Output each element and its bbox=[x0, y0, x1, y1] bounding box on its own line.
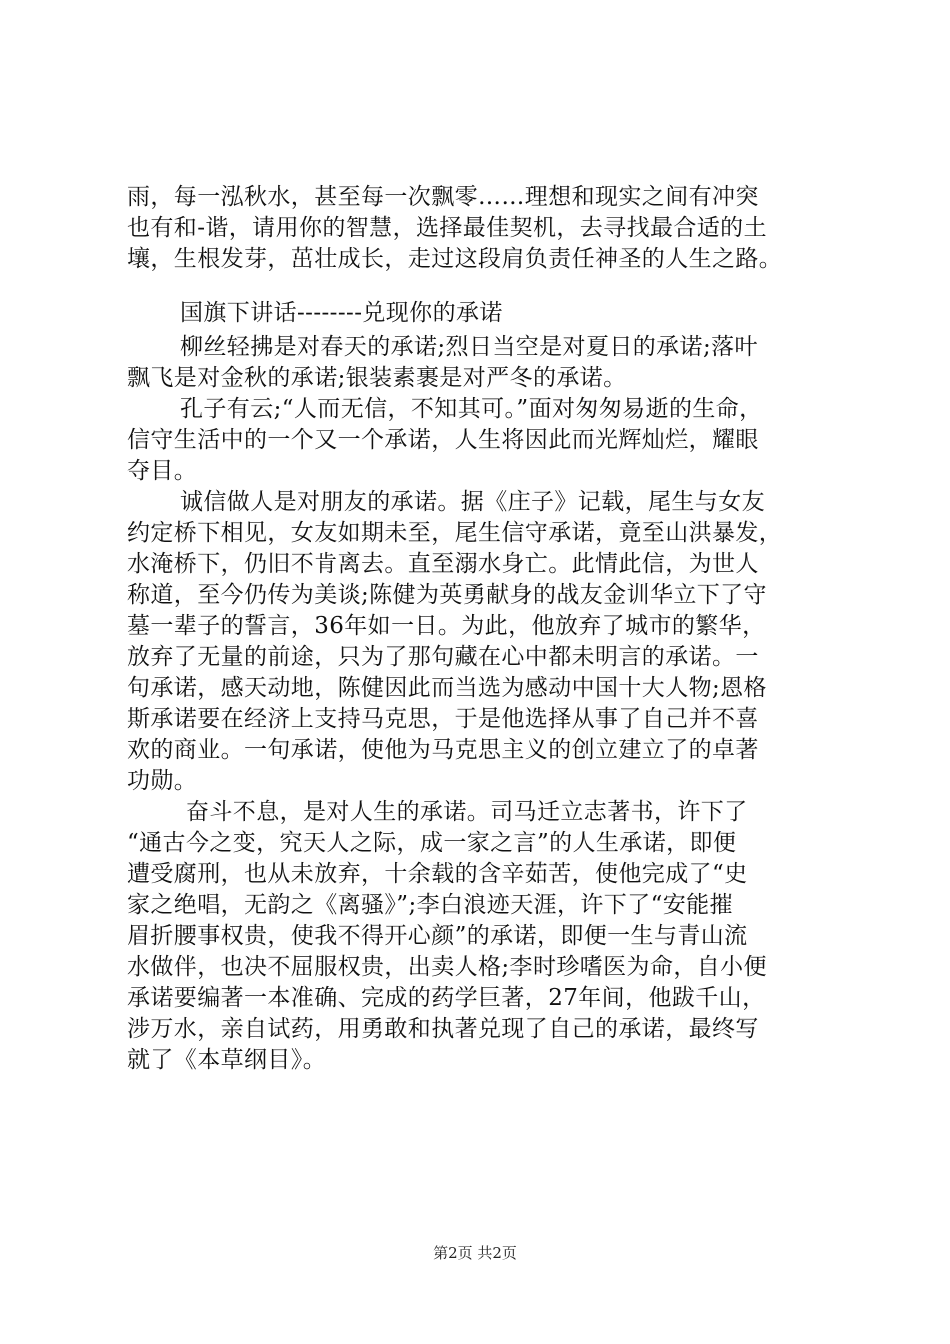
text-line: 壤，生根发芽，茁壮成长，走过这段肩负责任神圣的人生之路。 bbox=[127, 246, 783, 272]
text-line: 欢的商业。一句承诺，使他为马克思主义的创立建立了的卓著 bbox=[127, 737, 759, 763]
text-line: 放弃了无量的前途，只为了那句藏在心中都未明言的承诺。一 bbox=[127, 644, 759, 670]
text-line: 功勋。 bbox=[127, 768, 198, 794]
text-line: “通古今之变，究天人之际，成一家之言”的人生承诺，即便 bbox=[127, 830, 737, 856]
page-footer: 第2页 共2页 bbox=[433, 1244, 517, 1262]
text-line: 夺目。 bbox=[127, 458, 198, 484]
text-line: 涉万水，亲自试药，用勇敢和执著兑现了自己的承诺，最终写 bbox=[127, 1016, 759, 1042]
text-line: 斯承诺要在经济上支持马克思，于是他选择从事了自己并不喜 bbox=[127, 706, 759, 732]
text-line: 柳丝轻拂是对春天的承诺;烈日当空是对夏日的承诺;落叶 bbox=[180, 334, 758, 360]
text-line: 诚信做人是对朋友的承诺。据《庄子》记载，尾生与女友 bbox=[180, 489, 765, 515]
text-line: 称道，至今仍传为美谈;陈健为英勇献身的战友金训华立下了守 bbox=[127, 582, 767, 608]
text-line: 信守生活中的一个又一个承诺，人生将因此而光辉灿烂，耀眼 bbox=[127, 427, 759, 453]
text-line: 水淹桥下，仍旧不肯离去。直至溺水身亡。此情此信，为世人 bbox=[127, 551, 759, 577]
text-line: 句承诺，感天动地，陈健因此而当选为感动中国十大人物;恩格 bbox=[127, 675, 767, 701]
text-line: 孔子有云;“人而无信，不知其可。”面对匆匆易逝的生命， bbox=[180, 396, 763, 422]
text-line: 奋斗不息，是对人生的承诺。司马迁立志著书，许下了 bbox=[186, 799, 748, 825]
text-line: 眉折腰事权贵，使我不得开心颜”的承诺，即便一生与青山流 bbox=[127, 923, 748, 949]
text-line: 遭受腐刑，也从未放弃，十余载的含辛茹苦，使他完成了“史 bbox=[127, 861, 748, 887]
text-line: 家之绝唱，无韵之《离骚》”;李白浪迹天涯，许下了“安能摧 bbox=[127, 892, 733, 918]
text-line: 水做伴，也决不屈服权贵，出卖人格;李时珍嗜医为命，自小便 bbox=[127, 954, 767, 980]
text-line: 飘飞是对金秋的承诺;银装素裹是对严冬的承诺。 bbox=[127, 365, 627, 391]
text-line: 约定桥下相见，女友如期未至，尾生信守承诺，竟至山洪暴发， bbox=[127, 520, 783, 546]
text-line: 也有和-谐，请用你的智慧，选择最佳契机，去寻找最合适的土 bbox=[127, 215, 767, 241]
text-line: 墓一辈子的誓言，36年如一日。为此，他放弃了城市的繁华， bbox=[127, 613, 766, 639]
text-line: 承诺要编著一本准确、完成的药学巨著，27年间，他跋千山， bbox=[127, 985, 766, 1011]
text-line: 雨，每一泓秋水，甚至每一次飘零……理想和现实之间有冲突 bbox=[127, 184, 759, 210]
text-line: 就了《本草纲目》。 bbox=[127, 1047, 327, 1073]
speech-title: 国旗下讲话--------兑现你的承诺 bbox=[180, 300, 503, 326]
